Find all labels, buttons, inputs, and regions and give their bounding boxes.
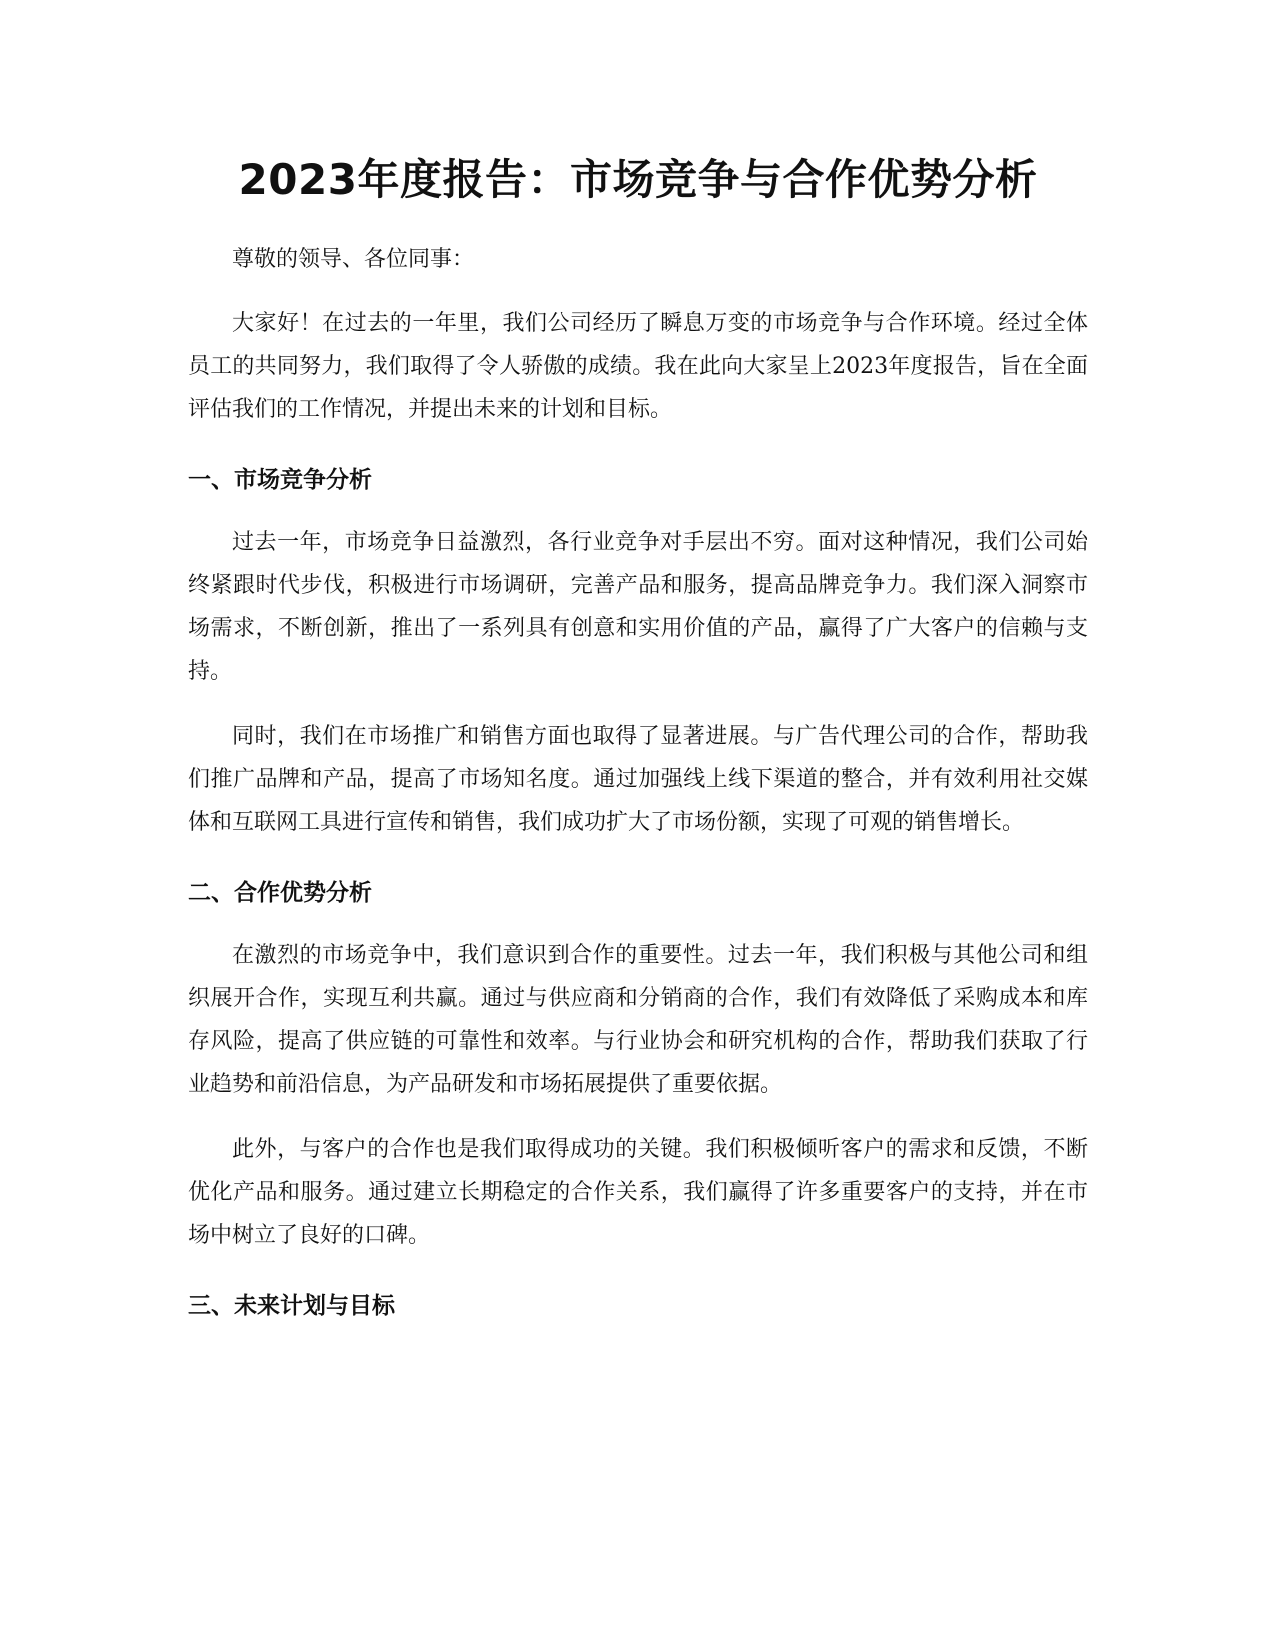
market-competition-paragraph-2: 同时，我们在市场推广和销售方面也取得了显著进展。与广告代理公司的合作，帮助我们推广品牌和产品，提高了市场知名度。通过加强线上线下渠道的整合，并有效利用社交媒体和互联网工具进行宣传和销售，我们成功扩大了市场份额，实现了可观的销售增长。	[188, 724, 1088, 835]
cooperation-paragraph-2: 此外，与客户的合作也是我们取得成功的关键。我们积极倾听客户的需求和反馈，不断优化产品和服务。通过建立长期稳定的合作关系，我们赢得了许多重要客户的支持，并在市场中树立了良好的口碑。	[188, 1137, 1088, 1248]
document-title: 2023年度报告：市场竞争与合作优势分析	[238, 155, 1038, 204]
intro-paragraph: 大家好！在过去的一年里，我们公司经历了瞬息万变的市场竞争与合作环境。经过全体员工的共同努力，我们取得了令人骄傲的成绩。我在此向大家呈上2023年度报告，旨在全面评估我们的工作情况，并提出未来的计划和目标。	[188, 311, 1088, 422]
section-heading-market-competition: 一、市场竞争分析	[188, 467, 372, 493]
cooperation-paragraph-1: 在激烈的市场竞争中，我们意识到合作的重要性。过去一年，我们积极与其他公司和组织展开合作，实现互利共赢。通过与供应商和分销商的合作，我们有效降低了采购成本和库存风险，提高了供应链的可靠性和效率。与行业协会和研究机构的合作，帮助我们获取了行业趋势和前沿信息，为产品研发和市场拓展提供了重要依据。	[188, 943, 1088, 1097]
section-heading-future-plans: 三、未来计划与目标	[188, 1293, 395, 1319]
section-heading-cooperation-advantages: 二、合作优势分析	[188, 880, 372, 906]
market-competition-paragraph-1: 过去一年，市场竞争日益激烈，各行业竞争对手层出不穷。面对这种情况，我们公司始终紧跟时代步伐，积极进行市场调研，完善产品和服务，提高品牌竞争力。我们深入洞察市场需求，不断创新，推出了一系列具有创意和实用价值的产品，赢得了广大客户的信赖与支持。	[188, 530, 1088, 684]
salutation: 尊敬的领导、各位同事：	[232, 247, 475, 272]
document-body	[188, 138, 1088, 1329]
